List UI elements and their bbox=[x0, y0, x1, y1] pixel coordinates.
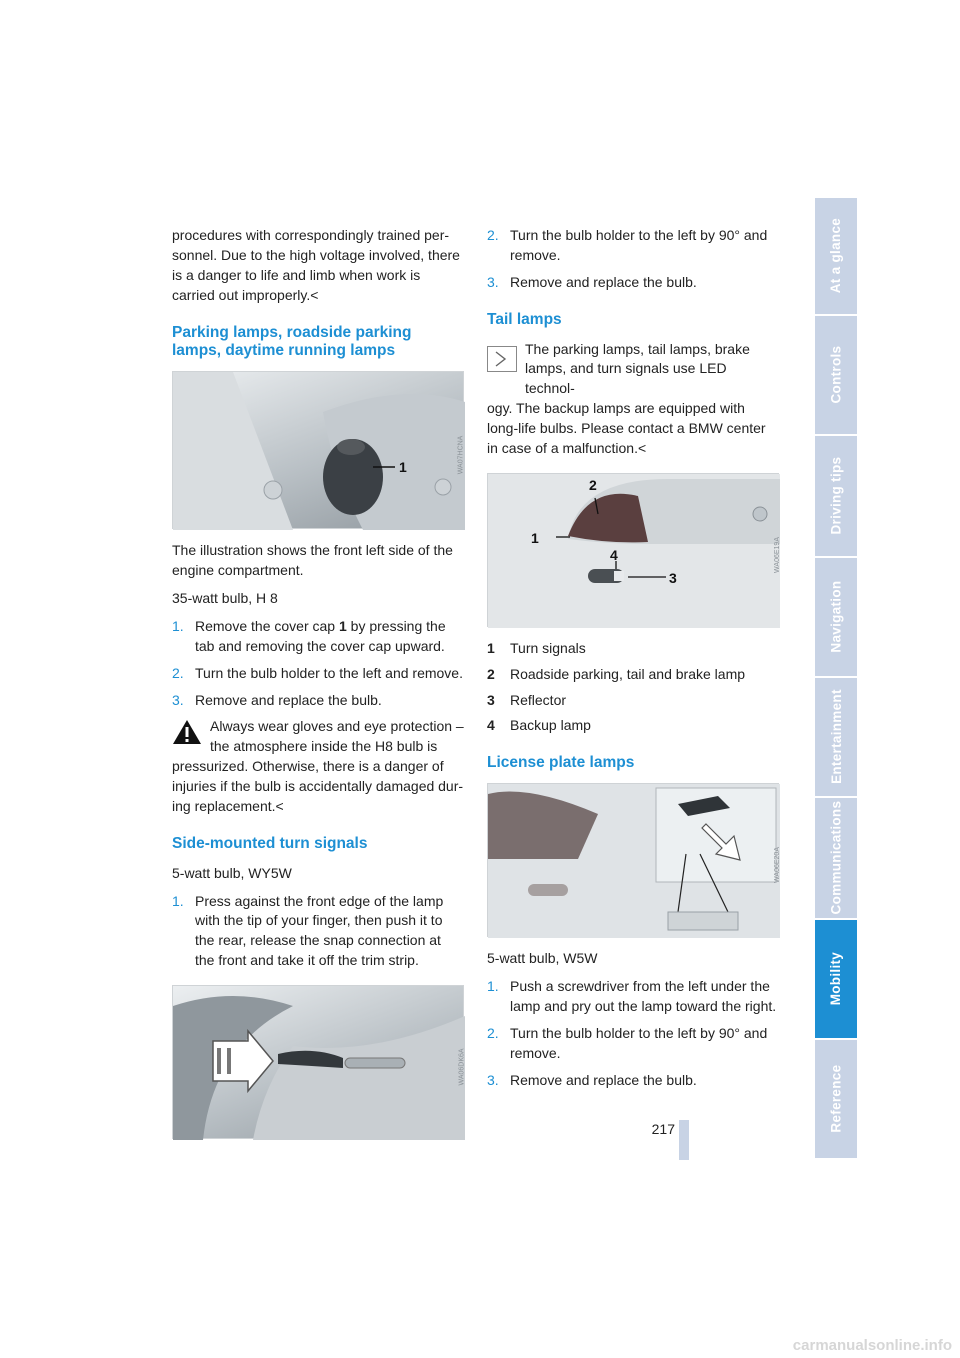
arrow-stripe bbox=[217, 1048, 221, 1074]
trim-strip bbox=[345, 1058, 405, 1068]
tab-label: Driving tips bbox=[828, 457, 844, 535]
end-mark: < bbox=[275, 797, 284, 814]
right-column bbox=[487, 226, 782, 1097]
tab-label: Mobility bbox=[828, 952, 844, 1006]
step-3 bbox=[172, 691, 464, 711]
step-text: Push a screwdriver from the left under the lamp and pry out the lamp toward the right. bbox=[510, 978, 777, 1014]
bulb-spec: 35-watt bulb, H 8 bbox=[172, 590, 278, 607]
tab-controls[interactable] bbox=[815, 316, 857, 436]
step-text: Press against the front edge of the lamp with the tip of your finger, then push it to the rear, release the snap connection at the front and take it off the trim strip. bbox=[195, 892, 444, 969]
tab-label: Reference bbox=[828, 1065, 844, 1133]
bulb-spec: 5-watt bulb, WY5W bbox=[172, 864, 292, 881]
step-3 bbox=[487, 273, 779, 293]
tab-label: Navigation bbox=[828, 580, 844, 654]
plate-recess bbox=[668, 912, 738, 930]
tail-lamp-illustration bbox=[488, 474, 780, 628]
step-number: 1. bbox=[487, 978, 499, 995]
step-text: Turn the bulb holder to the left and remove. bbox=[195, 664, 463, 681]
end-mark: < bbox=[637, 439, 647, 456]
step-number: 3. bbox=[487, 1071, 499, 1088]
figure-code: WA06DK6A bbox=[458, 1048, 466, 1086]
step-text: Remove and replace the bulb. bbox=[195, 691, 382, 708]
fender-panel bbox=[253, 1016, 465, 1140]
figure-side-turn-signal bbox=[172, 985, 464, 1139]
warning-note bbox=[172, 717, 464, 816]
step-1 bbox=[172, 892, 464, 972]
step-number: 2. bbox=[172, 664, 184, 681]
note-arrow-icon bbox=[487, 346, 517, 372]
tab-mobility[interactable] bbox=[815, 920, 857, 1040]
step-number: 3. bbox=[172, 691, 184, 708]
chapter-sidebar bbox=[815, 198, 857, 1160]
step-number: 3. bbox=[487, 273, 499, 290]
reflector-shape bbox=[528, 884, 568, 896]
note-text-first: The parking lamps, tail lamps, brake lamps, and turn signals use LED technol- bbox=[525, 340, 750, 397]
fender-shape bbox=[173, 372, 293, 530]
page-number: 217 bbox=[651, 1121, 675, 1137]
watermark: carmanualsonline.info bbox=[792, 1337, 952, 1354]
figure-tail-lamps bbox=[487, 473, 782, 627]
tab-navigation[interactable] bbox=[815, 558, 857, 678]
legend-item bbox=[487, 716, 779, 736]
legend-number: 4 bbox=[487, 717, 495, 734]
step-text: Remove and replace the bulb. bbox=[510, 273, 697, 290]
bolt-shape bbox=[435, 479, 451, 495]
step-number: 2. bbox=[487, 1024, 499, 1041]
backup-lamp bbox=[614, 571, 624, 581]
tab-communications[interactable] bbox=[815, 798, 857, 920]
step-number: 1. bbox=[172, 617, 184, 634]
tab-label: Entertainment bbox=[828, 689, 844, 785]
heading-tail-lamps: Tail lamps bbox=[487, 310, 562, 328]
legend-number: 3 bbox=[487, 691, 495, 708]
figure-code: WA06E20A bbox=[774, 847, 782, 884]
step-2 bbox=[487, 1024, 779, 1064]
bolt-shape bbox=[264, 481, 282, 499]
legend-item bbox=[487, 665, 779, 685]
tab-at-a-glance[interactable] bbox=[815, 198, 857, 316]
heading-side-turn-signals: Side-mounted turn signals bbox=[172, 834, 368, 852]
bulb-spec: 5-watt bulb, W5W bbox=[487, 950, 598, 967]
tab-label: Controls bbox=[828, 346, 844, 404]
bmw-logo-icon bbox=[753, 507, 767, 521]
left-column bbox=[172, 226, 464, 1151]
callout-2: 2 bbox=[589, 476, 597, 493]
figure-license-plate-lamps bbox=[487, 783, 782, 937]
step-number: 1. bbox=[172, 892, 184, 909]
warning-text-rest: pressurized. Otherwise, there is a danger of injuries if the bulb is accidentally damaged dur-ing replacement. bbox=[172, 758, 464, 814]
callout-4: 4 bbox=[610, 546, 618, 563]
step-number: 2. bbox=[487, 227, 499, 243]
step-1 bbox=[172, 617, 464, 657]
tab-label: Communications bbox=[828, 801, 844, 915]
legend-item bbox=[487, 639, 779, 659]
step-3 bbox=[487, 1071, 779, 1091]
step-text: Turn the bulb holder to the left by 90° and remove. bbox=[510, 1024, 768, 1061]
figure-code: WA06E19A bbox=[774, 536, 782, 573]
figure-code: WA07HCNA bbox=[457, 435, 465, 475]
legend-text: Roadside parking, tail and brake lamp bbox=[510, 665, 746, 682]
heading-license-plate-lamps: License plate lamps bbox=[487, 754, 635, 772]
legend-number: 1 bbox=[487, 639, 495, 656]
callout-3: 3 bbox=[669, 569, 677, 586]
legend-text: Backup lamp bbox=[510, 717, 591, 734]
figure-caption: The illustration shows the front left side of the engine compartment. bbox=[172, 542, 453, 579]
end-mark: < bbox=[310, 286, 319, 303]
callout-1: 1 bbox=[399, 459, 407, 476]
warning-text-first: Always wear gloves and eye protection – the atmosphere inside the H8 bulb is bbox=[210, 718, 464, 755]
tab-driving-tips[interactable] bbox=[815, 436, 857, 558]
warning-triangle-icon bbox=[172, 719, 202, 745]
legend-text: Reflector bbox=[510, 691, 567, 708]
step-1 bbox=[487, 977, 779, 1017]
step-text: Remove and replace the bulb. bbox=[510, 1071, 697, 1088]
figure-engine-compartment bbox=[172, 371, 464, 529]
tab-label: At a glance bbox=[828, 218, 844, 294]
info-note bbox=[487, 340, 779, 459]
legend-number: 2 bbox=[487, 665, 495, 682]
side-turn-signal-illustration bbox=[173, 986, 465, 1140]
page-number-bar bbox=[679, 1120, 689, 1160]
tab-entertainment[interactable] bbox=[815, 678, 857, 798]
legend-item bbox=[487, 691, 779, 711]
cover-cap bbox=[337, 439, 365, 455]
heading-parking-lamps: Parking lamps, roadside parking lamps, daytime running lamps bbox=[172, 323, 412, 360]
legend-text: Turn signals bbox=[510, 639, 586, 656]
step-text: Remove the cover cap 1 by pressing the tab and removing the cover cap upward. bbox=[195, 617, 446, 654]
license-plate-illustration bbox=[488, 784, 780, 938]
intro-paragraph: procedures with correspondingly trained per-sonnel. Due to the high voltage involved, there is a danger to life and limb when work is carried out improperly.< bbox=[172, 227, 460, 303]
step-2 bbox=[487, 226, 779, 266]
engine-compartment-illustration bbox=[173, 372, 465, 530]
callout-1: 1 bbox=[531, 529, 539, 546]
arrow-stripe bbox=[227, 1048, 231, 1074]
tab-reference[interactable] bbox=[815, 1040, 857, 1160]
note-text-rest: ogy. The backup lamps are equipped with long-life bulbs. Please contact a BMW center in case of a malfunction. bbox=[487, 400, 766, 456]
step-text: Turn the bulb holder to the left by 90° and remove. bbox=[510, 227, 768, 263]
step-2 bbox=[172, 664, 464, 684]
